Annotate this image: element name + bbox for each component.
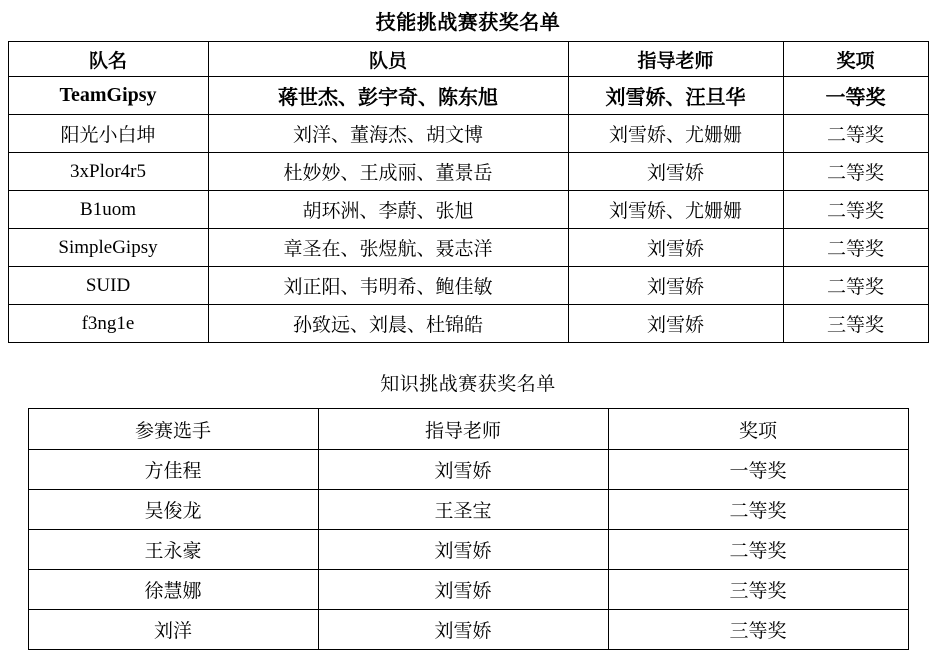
table-row xyxy=(8,229,928,267)
table-row xyxy=(8,115,928,153)
cell-award: 一等奖 xyxy=(783,77,928,115)
cell-teacher: 刘雪娇 xyxy=(568,305,783,343)
cell-members: 杜妙妙、王成丽、董景岳 xyxy=(208,153,568,191)
cell-team: f3ng1e xyxy=(8,305,208,343)
cell-teacher: 刘雪娇、尤姗姗 xyxy=(568,115,783,153)
cell-members: 刘洋、董海杰、胡文博 xyxy=(208,115,568,153)
cell-player: 吴俊龙 xyxy=(28,490,318,530)
cell-teacher: 刘雪娇 xyxy=(568,267,783,305)
table-row xyxy=(28,530,908,570)
knowledge-section-title: 知识挑战赛获奖名单 xyxy=(380,374,556,395)
cell-player: 徐慧娜 xyxy=(28,570,318,610)
cell-award: 二等奖 xyxy=(608,490,908,530)
table-row xyxy=(8,153,928,191)
table-header-row xyxy=(8,42,928,77)
cell-members: 章圣在、张煜航、聂志洋 xyxy=(208,229,568,267)
cell-teacher: 刘雪娇 xyxy=(318,610,608,650)
table-row xyxy=(8,191,928,229)
cell-members: 胡环洲、李蔚、张旭 xyxy=(208,191,568,229)
cell-team: SimpleGipsy xyxy=(8,229,208,267)
column-header-teacher: 指导老师 xyxy=(318,409,608,450)
table-row xyxy=(28,570,908,610)
cell-team: SUID xyxy=(8,267,208,305)
skill-awards-table xyxy=(8,41,929,343)
column-header-award: 奖项 xyxy=(608,409,908,450)
table-row xyxy=(8,77,928,115)
knowledge-awards-table xyxy=(28,408,909,650)
cell-teacher: 王圣宝 xyxy=(318,490,608,530)
cell-teacher: 刘雪娇、汪旦华 xyxy=(568,77,783,115)
table-header-row xyxy=(28,409,908,450)
cell-player: 刘洋 xyxy=(28,610,318,650)
cell-team: 3xPlor4r5 xyxy=(8,153,208,191)
cell-player: 王永豪 xyxy=(28,530,318,570)
cell-team: B1uom xyxy=(8,191,208,229)
cell-award: 二等奖 xyxy=(783,191,928,229)
table-row xyxy=(28,490,908,530)
document-page xyxy=(0,6,936,642)
cell-award: 一等奖 xyxy=(608,450,908,490)
cell-player: 方佳程 xyxy=(28,450,318,490)
cell-award: 二等奖 xyxy=(783,229,928,267)
cell-award: 二等奖 xyxy=(608,530,908,570)
cell-members: 蒋世杰、彭宇奇、陈东旭 xyxy=(208,77,568,115)
cell-teacher: 刘雪娇 xyxy=(568,153,783,191)
table-row xyxy=(28,450,908,490)
column-header-teacher: 指导老师 xyxy=(568,42,783,77)
table-row xyxy=(8,305,928,343)
cell-award: 二等奖 xyxy=(783,153,928,191)
table-row xyxy=(8,267,928,305)
cell-award: 三等奖 xyxy=(608,570,908,610)
cell-teacher: 刘雪娇 xyxy=(568,229,783,267)
column-header-team: 队名 xyxy=(8,42,208,77)
skill-section-title: 技能挑战赛获奖名单 xyxy=(375,12,561,34)
table-row xyxy=(28,610,908,650)
cell-teacher: 刘雪娇 xyxy=(318,530,608,570)
column-header-award: 奖项 xyxy=(783,42,928,77)
cell-teacher: 刘雪娇 xyxy=(318,570,608,610)
column-header-members: 队员 xyxy=(208,42,568,77)
cell-team: 阳光小白坤 xyxy=(8,115,208,153)
cell-award: 二等奖 xyxy=(783,115,928,153)
cell-team: TeamGipsy xyxy=(8,77,208,115)
cell-teacher: 刘雪娇 xyxy=(318,450,608,490)
cell-teacher: 刘雪娇、尤姗姗 xyxy=(568,191,783,229)
column-header-player: 参赛选手 xyxy=(28,409,318,450)
cell-award: 三等奖 xyxy=(783,305,928,343)
cell-members: 刘正阳、韦明希、鲍佳敏 xyxy=(208,267,568,305)
cell-award: 二等奖 xyxy=(783,267,928,305)
cell-members: 孙致远、刘晨、杜锦皓 xyxy=(208,305,568,343)
cell-award: 三等奖 xyxy=(608,610,908,650)
